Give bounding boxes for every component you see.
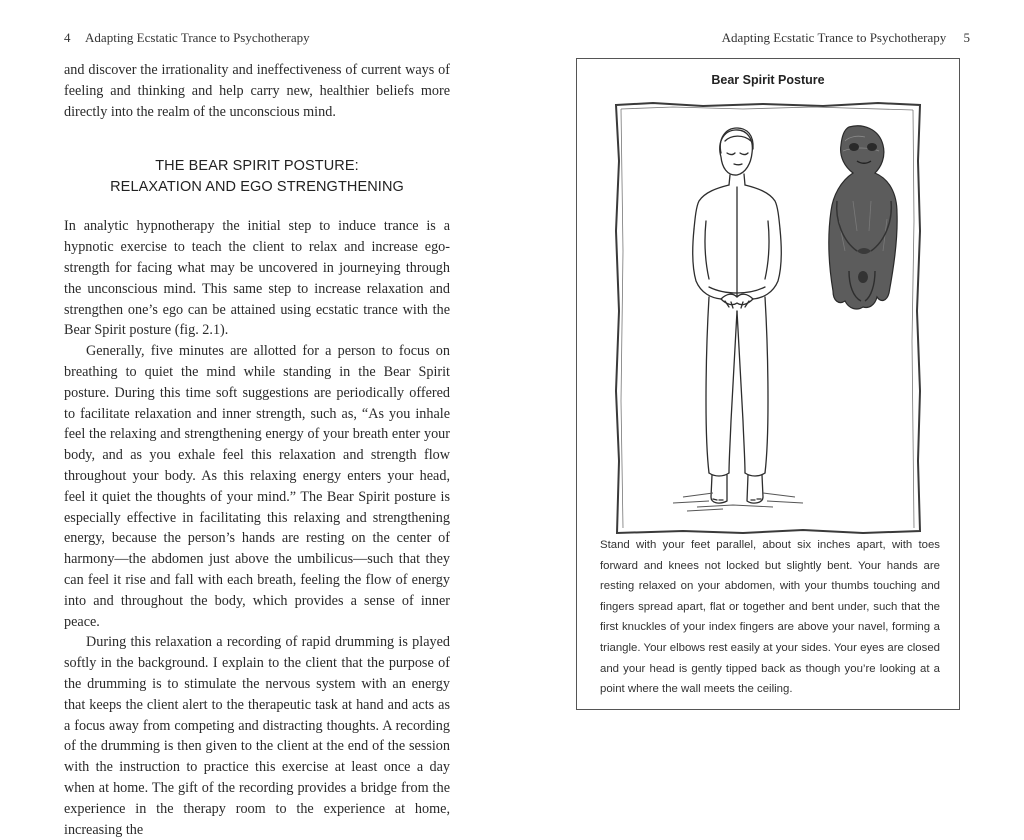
figure-caption [600,535,940,700]
left-page-number: 4 [64,30,71,45]
left-page [0,0,512,838]
left-running-header [64,30,310,46]
paragraph-2: Generally, five minutes are allotted for a person to focus on breathing to quiet the mind while standing in the Bear Spirit posture. During this time soft suggestions are periodically offered to facilitate relaxation and inner strength, such as, “As you inhale feel the relaxing and strengthening energy of your breath enter your body, and as you exhale feel this relaxation and strength flow throughout your body. As this relaxing energy enters your head, feel it quiet the thoughts of your mind.” The Bear Spirit posture is especially effective in facilitating this relaxing and strengthening energy, because the person’s hands are resting on the center of harmony—the abdomen just above the umbilicus—such that they can feel it rise and fall with each breath, feeling the flow of energy into and throughout the body, which provides a sense of inner peace. [64,343,450,630]
right-running-header [722,30,970,46]
figure-caption-text: Stand with your feet parallel, about six inches apart, with toes forward and knees not locked but slightly bent. Your hands are resting relaxed on your abdomen, with your thumbs touching and fingers spread apart, flat or together and bent under, such that the first knuckles of your index fingers are above your navel, forming a triangle. Your elbows rest easily at your sides. Your eyes are closed and your head is gently tipped back as though you’re looking at a point where the wall meets the ceiling. [600,539,940,696]
right-running-head-title: Adapting Ecstatic Trance to Psychotherapy [721,30,947,45]
section-heading-line-2: RELAXATION AND EGO STRENGTHENING [110,179,404,196]
human-figure [693,128,782,503]
left-running-head-title: Adapting Ecstatic Trance to Psychotherapy [85,30,310,45]
left-body-text [64,60,450,840]
figure-box [576,58,960,710]
figure-title: Bear Spirit Posture [711,73,825,87]
statuette-figure [829,126,897,309]
bear-spirit-illustration [613,101,923,535]
paragraph-3: During this relaxation a recording of rapid drumming is played softly in the background. I explain to the client that the purpose of the drumming is to stimulate the nervous system with an energy that keeps the client alert to the therapeutic task at hand and acts as a focus away from competing and distracting thoughts. A recording of the drumming is then given to the client at the end of the session with the instruction to practice this exercise at least once a day when at home. The gift of the recording provides a bridge from the experience in the therapy room to the experience at home, increasing the [64,634,450,838]
ground-lines [673,493,803,511]
opening-paragraph: and discover the irrationality and ineffectiveness of current ways of feeling and thinking and help carry new, healthier beliefs more directly into the realm of the unconscious mind. [64,62,450,120]
paragraph-1: In analytic hypnotherapy the initial step to induce trance is a hypnotic exercise to teach the client to relax and increase ego-strength for facing what may be uncovered in journeying through the unconscious mind. This same step to increase relaxation and strengthen one’s ego can be attained using ecstatic trance with the Bear Spirit posture (fig. 2.1). [64,218,450,339]
section-heading-line-1: THE BEAR SPIRIT POSTURE: [155,158,359,175]
right-page-number: 5 [963,30,970,45]
section-heading [64,156,450,198]
